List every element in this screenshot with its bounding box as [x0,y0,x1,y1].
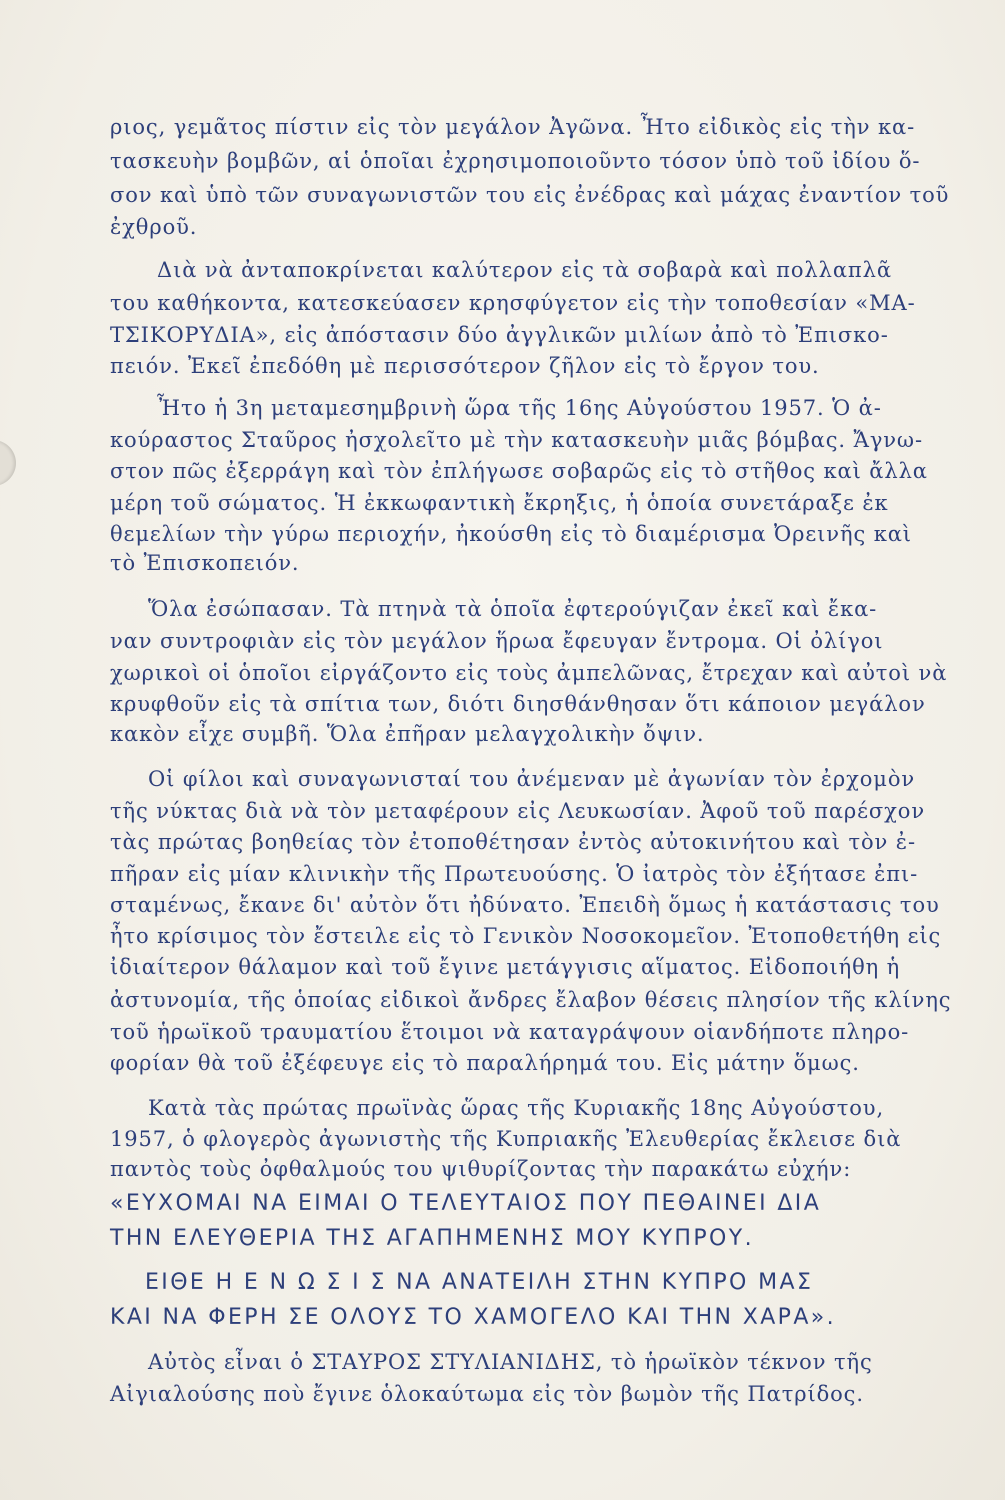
text-line: στον πῶς ἐξερράγη καὶ τὸν ἐπλήγωσε σοβαρῶς εἰς τὸ στῆθος καὶ ἄλλα [110,459,928,483]
text-line: ἦτο κρίσιμος τὸν ἔστειλε εἰς τὸ Γενικὸν Νοσοκομεῖον. Ἐτοποθετήθη εἰς [110,924,942,948]
text-line: ναν συντροφιὰν εἰς τὸν μεγάλον ἥρωα ἔφευγαν ἔντρομα. Οἱ ὀλίγοι [110,629,884,653]
text-line: τὸ Ἐπισκοπειόν. [110,551,300,575]
text-line: φορίαν θὰ τοῦ ἐξέφευγε εἰς τὸ παραλήρημά του. Εἰς μάτην ὅμως. [110,1051,860,1075]
text-line: παντὸς τοὺς ὀφθαλμούς του ψιθυρίζοντας τὴν παρακάτω εὐχήν: [110,1157,852,1181]
quote-line: ΕΙΘΕ Η Ε Ν Ω Σ Ι Σ ΝΑ ΑΝΑΤΕΙΛΗ ΣΤΗΝ ΚΥΠΡΟ ΜΑΣ [145,1270,814,1295]
text-line: κρυφθοῦν εἰς τὰ σπίτια των, διότι διησθάνθησαν ὅτι κάποιον μεγάλον [110,692,926,716]
text-line: σον καὶ ὑπὸ τῶν συναγωνιστῶν του εἰς ἐνέδρας καὶ μάχας ἐναντίον τοῦ [110,183,950,207]
text-line: ἀστυνομία, τῆς ὁποίας εἰδικοὶ ἄνδρες ἔλαβον θέσεις πλησίον τῆς κλίνης [110,988,952,1012]
text-line: Ἦτο ἡ 3η μεταμεσημβρινὴ ὥρα τῆς 16ης Αὐγούστου 1957. Ὁ ἀ- [157,396,882,420]
text-line: ἰδιαίτερον θάλαμον καὶ τοῦ ἔγινε μετάγγισις αἵματος. Εἰδοποιήθη ἡ [110,955,901,979]
text-line: Αὐτὸς εἶναι ὁ ΣΤΑΥΡΟΣ ΣΤΥΛΙΑΝΙΔΗΣ, τὸ ἡρωϊκὸν τέκνον τῆς [148,1350,873,1374]
text-line: ἐχθροῦ. [110,215,198,239]
text-line: τοῦ ἡρωϊκοῦ τραυματίου ἕτοιμοι νὰ καταγράψουν οἱανδήποτε πληρο- [110,1020,910,1044]
quote-line: ΚΑΙ ΝΑ ΦΕΡΗ ΣΕ ΟΛΟΥΣ ΤΟ ΧΑΜΟΓΕΛΟ ΚΑΙ ΤΗΝ ΧΑΡΑ». [110,1305,837,1330]
text-line: τὰς πρώτας βοηθείας τὸν ἐτοποθέτησαν ἐντὸς αὐτοκινήτου καὶ τὸν ἐ- [110,830,916,854]
text-line: του καθήκοντα, κατεσκεύασεν κρησφύγετον εἰς τὴν τοποθεσίαν «ΜΑ- [110,291,916,315]
quote-line: ΤΗΝ ΕΛΕΥΘΕΡΙΑ ΤΗΣ ΑΓΑΠΗΜΕΝΗΣ ΜΟΥ ΚΥΠΡΟΥ. [110,1226,754,1251]
text-line: κακὸν εἶχε συμβῆ. Ὅλα ἐπῆραν μελαγχολικὴν ὄψιν. [110,722,705,746]
text-line: Διὰ νὰ ἀνταποκρίνεται καλύτερον εἰς τὰ σοβαρὰ καὶ πολλαπλᾶ [157,258,892,282]
text-line: τασκευὴν βομβῶν, αἱ ὁποῖαι ἐχρησιμοποιοῦντο τόσον ὑπὸ τοῦ ἰδίου ὅ- [110,149,921,173]
text-line: μέρη τοῦ σώματος. Ἡ ἐκκωφαντικὴ ἔκρηξις, ἡ ὁποία συνετάραξε ἐκ [110,491,889,515]
text-line: Αἰγιαλούσης ποὺ ἔγινε ὁλοκαύτωμα εἰς τὸν βωμὸν τῆς Πατρίδος. [110,1382,864,1406]
text-line: πῆραν εἰς μίαν κλινικὴν τῆς Πρωτευούσης. Ὁ ἰατρὸς τὸν ἐξήτασε ἐπι- [110,862,919,886]
text-line: Οἱ φίλοι καὶ συναγωνισταί του ἀνέμεναν μὲ ἀγωνίαν τὸν ἐρχομὸν [148,767,916,791]
quote-line: «ΕΥΧΟΜΑΙ ΝΑ ΕΙΜΑΙ Ο ΤΕΛΕΥΤΑΙΟΣ ΠΟΥ ΠΕΘΑΙΝΕΙ ΔΙΑ [110,1191,822,1216]
text-line: Ὅλα ἐσώπασαν. Τὰ πτηνὰ τὰ ὁποῖα ἐφτερούγιζαν ἐκεῖ καὶ ἔκα- [148,597,878,621]
text-line: Κατὰ τὰς πρώτας πρωϊνὰς ὥρας τῆς Κυριακῆς 18ης Αὐγούστου, [148,1096,885,1120]
text-line: ριος, γεμᾶτος πίστιν εἰς τὸν μεγάλον Ἀγῶνα. Ἦτο εἰδικὸς εἰς τὴν κα- [110,115,916,139]
text-line: 1957, ὁ φλογερὸς ἀγωνιστὴς τῆς Κυπριακῆς Ἐλευθερίας ἔκλεισε διὰ [110,1127,902,1151]
text-line: τῆς νύκτας διὰ νὰ τὸν μεταφέρουν εἰς Λευκωσίαν. Ἀφοῦ τοῦ παρέσχον [110,799,926,823]
text-line: χωρικοὶ οἱ ὁποῖοι εἰργάζοντο εἰς τοὺς ἀμπελῶνας, ἔτρεχαν καὶ αὐτοὶ νὰ [110,661,948,685]
text-line: κούραστος Σταῦρος ἠσχολεῖτο μὲ τὴν κατασκευὴν μιᾶς βόμβας. Ἄγνω- [110,428,923,452]
text-line: πειόν. Ἐκεῖ ἐπεδόθη μὲ περισσότερον ζῆλον εἰς τὸ ἔργον του. [110,354,820,378]
text-line: σταμένως, ἔκανε δι' αὐτὸν ὅτι ἠδύνατο. Ἐπειδὴ ὅμως ἡ κατάστασις του [110,893,940,917]
text-line: ΤΣΙΚΟΡΥΔΙΑ», εἰς ἀπόστασιν δύο ἀγγλικῶν μιλίων ἀπὸ τὸ Ἐπισκο- [110,323,889,347]
text-line: θεμελίων τὴν γύρω περιοχήν, ἠκούσθη εἰς τὸ διαμέρισμα Ὀρεινῆς καὶ [110,522,912,546]
punch-hole-mark [0,440,16,486]
